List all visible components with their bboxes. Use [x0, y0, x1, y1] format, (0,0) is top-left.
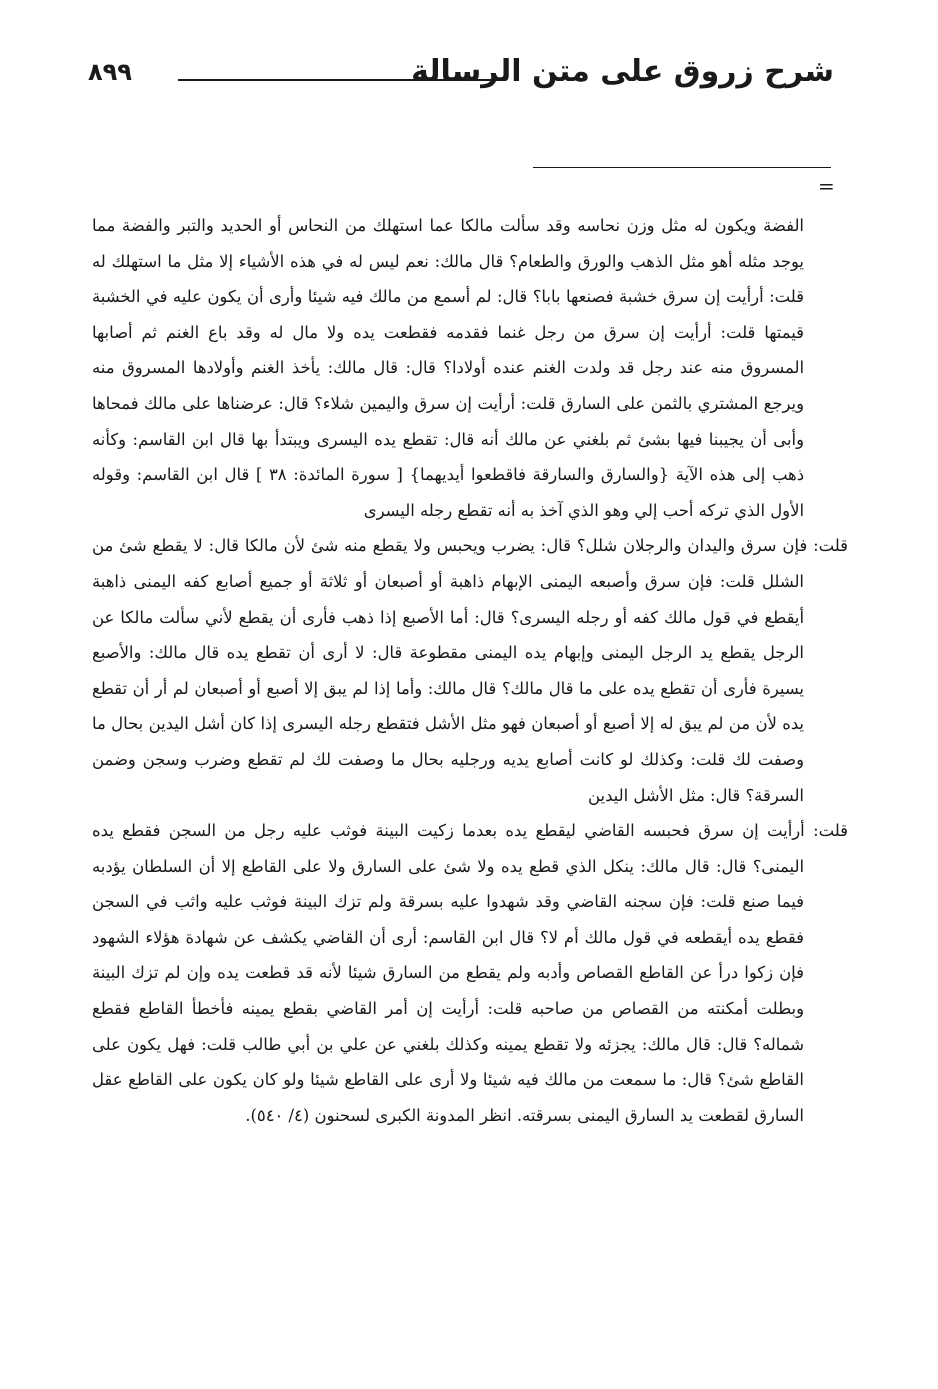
running-header-title: شرح زروق على متن الرسالة — [411, 54, 834, 89]
footnote-paragraph: قلت: أرأيت إن سرق فحبسه القاضي ليقطع يده بعدما زكيت البينة فوثب عليه رجل من السجن فقطع يده اليمنى؟ قال: قال مالك: ينكل الذي قطع يده ولا شئ على السارق ولا على القاطع إلا أن السلطان يؤدبه فيما صنع قلت: فإن سجنه القاضي وقد شهدوا عليه بسرقة ولم تزك البينة فوثب عليه واثب في السجن فقطع يده أيقطعه في قول مالك أم لا؟ قال ابن القاسم: أرى أن القاضي يكشف عن شهادة هؤلاء الشهود فإن زكوا درأ عن القاطع القصاص وأدبه ولم يقطع من السارق شيئا لأنه قد قطعت يده وإن لم تزك البينة وبطلت أمكنته من القصاص من صاحبه قلت: أرأيت إن أمر القاضي بقطع يمينه فأخطأ القاطع فقطع شماله؟ قال: قال مالك: يجزئه ولا تقطع يمينه وكذلك بلغني عن علي بن أبي طالب قلت: فهل يكون على القاطع شئ؟ قال: ما سمعت من مالك فيه شيئا ولا أرى على القاطع شيئا ولو كان يكون على القاطع عقل السارق لقطعت يد السارق اليمنى بسرقته. انظر المدونة الكبرى لسحنون (٤/ ٥٤٠). — [92, 821, 848, 1125]
footnote-paragraph: الفضة ويكون له مثل وزن نحاسه وقد سألت مالكا عما استهلك من النحاس أو الحديد والتبر والفضة مما يوجد مثله أهو مثل الذهب والورق والطعام؟ قال مالك: نعم ليس له في هذه الأشياء إلا مثل ما استهلك له قلت: أرأيت إن سرق خشبة فصنعها بابا؟ قال: لم أسمع من مالك فيه شيئا وأرى أن يكون عليه في الخشبة قيمتها قلت: أرأيت إن سرق من رجل غنما فقدمه فقطعت يده ولا مال له وقد باع الغنم ثم أصابها المسروق منه عند رجل قد ولدت الغنم عنده أولادا؟ قال: قال مالك: يأخذ الغنم وأولادها المسروق منه ويرجع المشتري بالثمن على السارق قلت: أرأيت إن سرق واليمين شلاء؟ قال: عرضناها على مالك فمحاها وأبى أن يجيبنا فيها بشئ ثم بلغني عن مالك أنه قال: تقطع يده اليسرى ويبتدأ بها قال ابن القاسم: وكأنه ذهب إلى هذه الآية {والسارق والسارقة فاقطعوا أيديهما} [ سورة المائدة: ٣٨ ] قال ابن القاسم: وقوله الأول الذي تركه أحب إلي وهو الذي آخذ به أنه تقطع رجله اليسرى — [92, 216, 804, 520]
page-number: ٨٩٩ — [88, 58, 132, 86]
footnote-paragraph: قلت: فإن سرق واليدان والرجلان شلل؟ قال: يضرب ويحبس ولا يقطع منه شئ لأن مالكا قال: لا يقطع شئ من الشلل قلت: فإن سرق وأصبعه اليمنى الإبهام ذاهبة أو أصبعان أو ثلاثة أو جميع أصابع كفه اليمنى ذاهبة أيقطع في قول مالك كفه أو رجله اليسرى؟ قال: أما الأصبع إذا ذهب فأرى أن يقطع لأني سألت مالكا عن الرجل يقطع يد الرجل اليمنى وإبهام يده اليمنى مقطوعة قال: لا أرى أن تقطع يده قال مالك: والأصبع يسيرة فأرى أن تقطع يده على ما قال مالك؟ قال مالك: وأما إذا لم يبق إلا أصبع أو أصبعان لم أر أن تقطع يده لأن من لم يبق له إلا أصبع أو أصبعان فهو مثل الأشل فتقطع رجله اليسرى إذا كان أشل اليدين بحال ما وصفت لك قلت: وكذلك لو كانت أصابع يديه ورجليه بحال ما وصفت لك لم تقطع وضرب وسجن وضمن السرقة؟ قال: مثل الأشل اليدين — [92, 536, 848, 805]
footnote-body — [92, 208, 848, 1133]
footnote-separator — [533, 167, 831, 168]
header-rule — [178, 79, 506, 81]
footnote-continuation-marker: = — [818, 174, 835, 198]
